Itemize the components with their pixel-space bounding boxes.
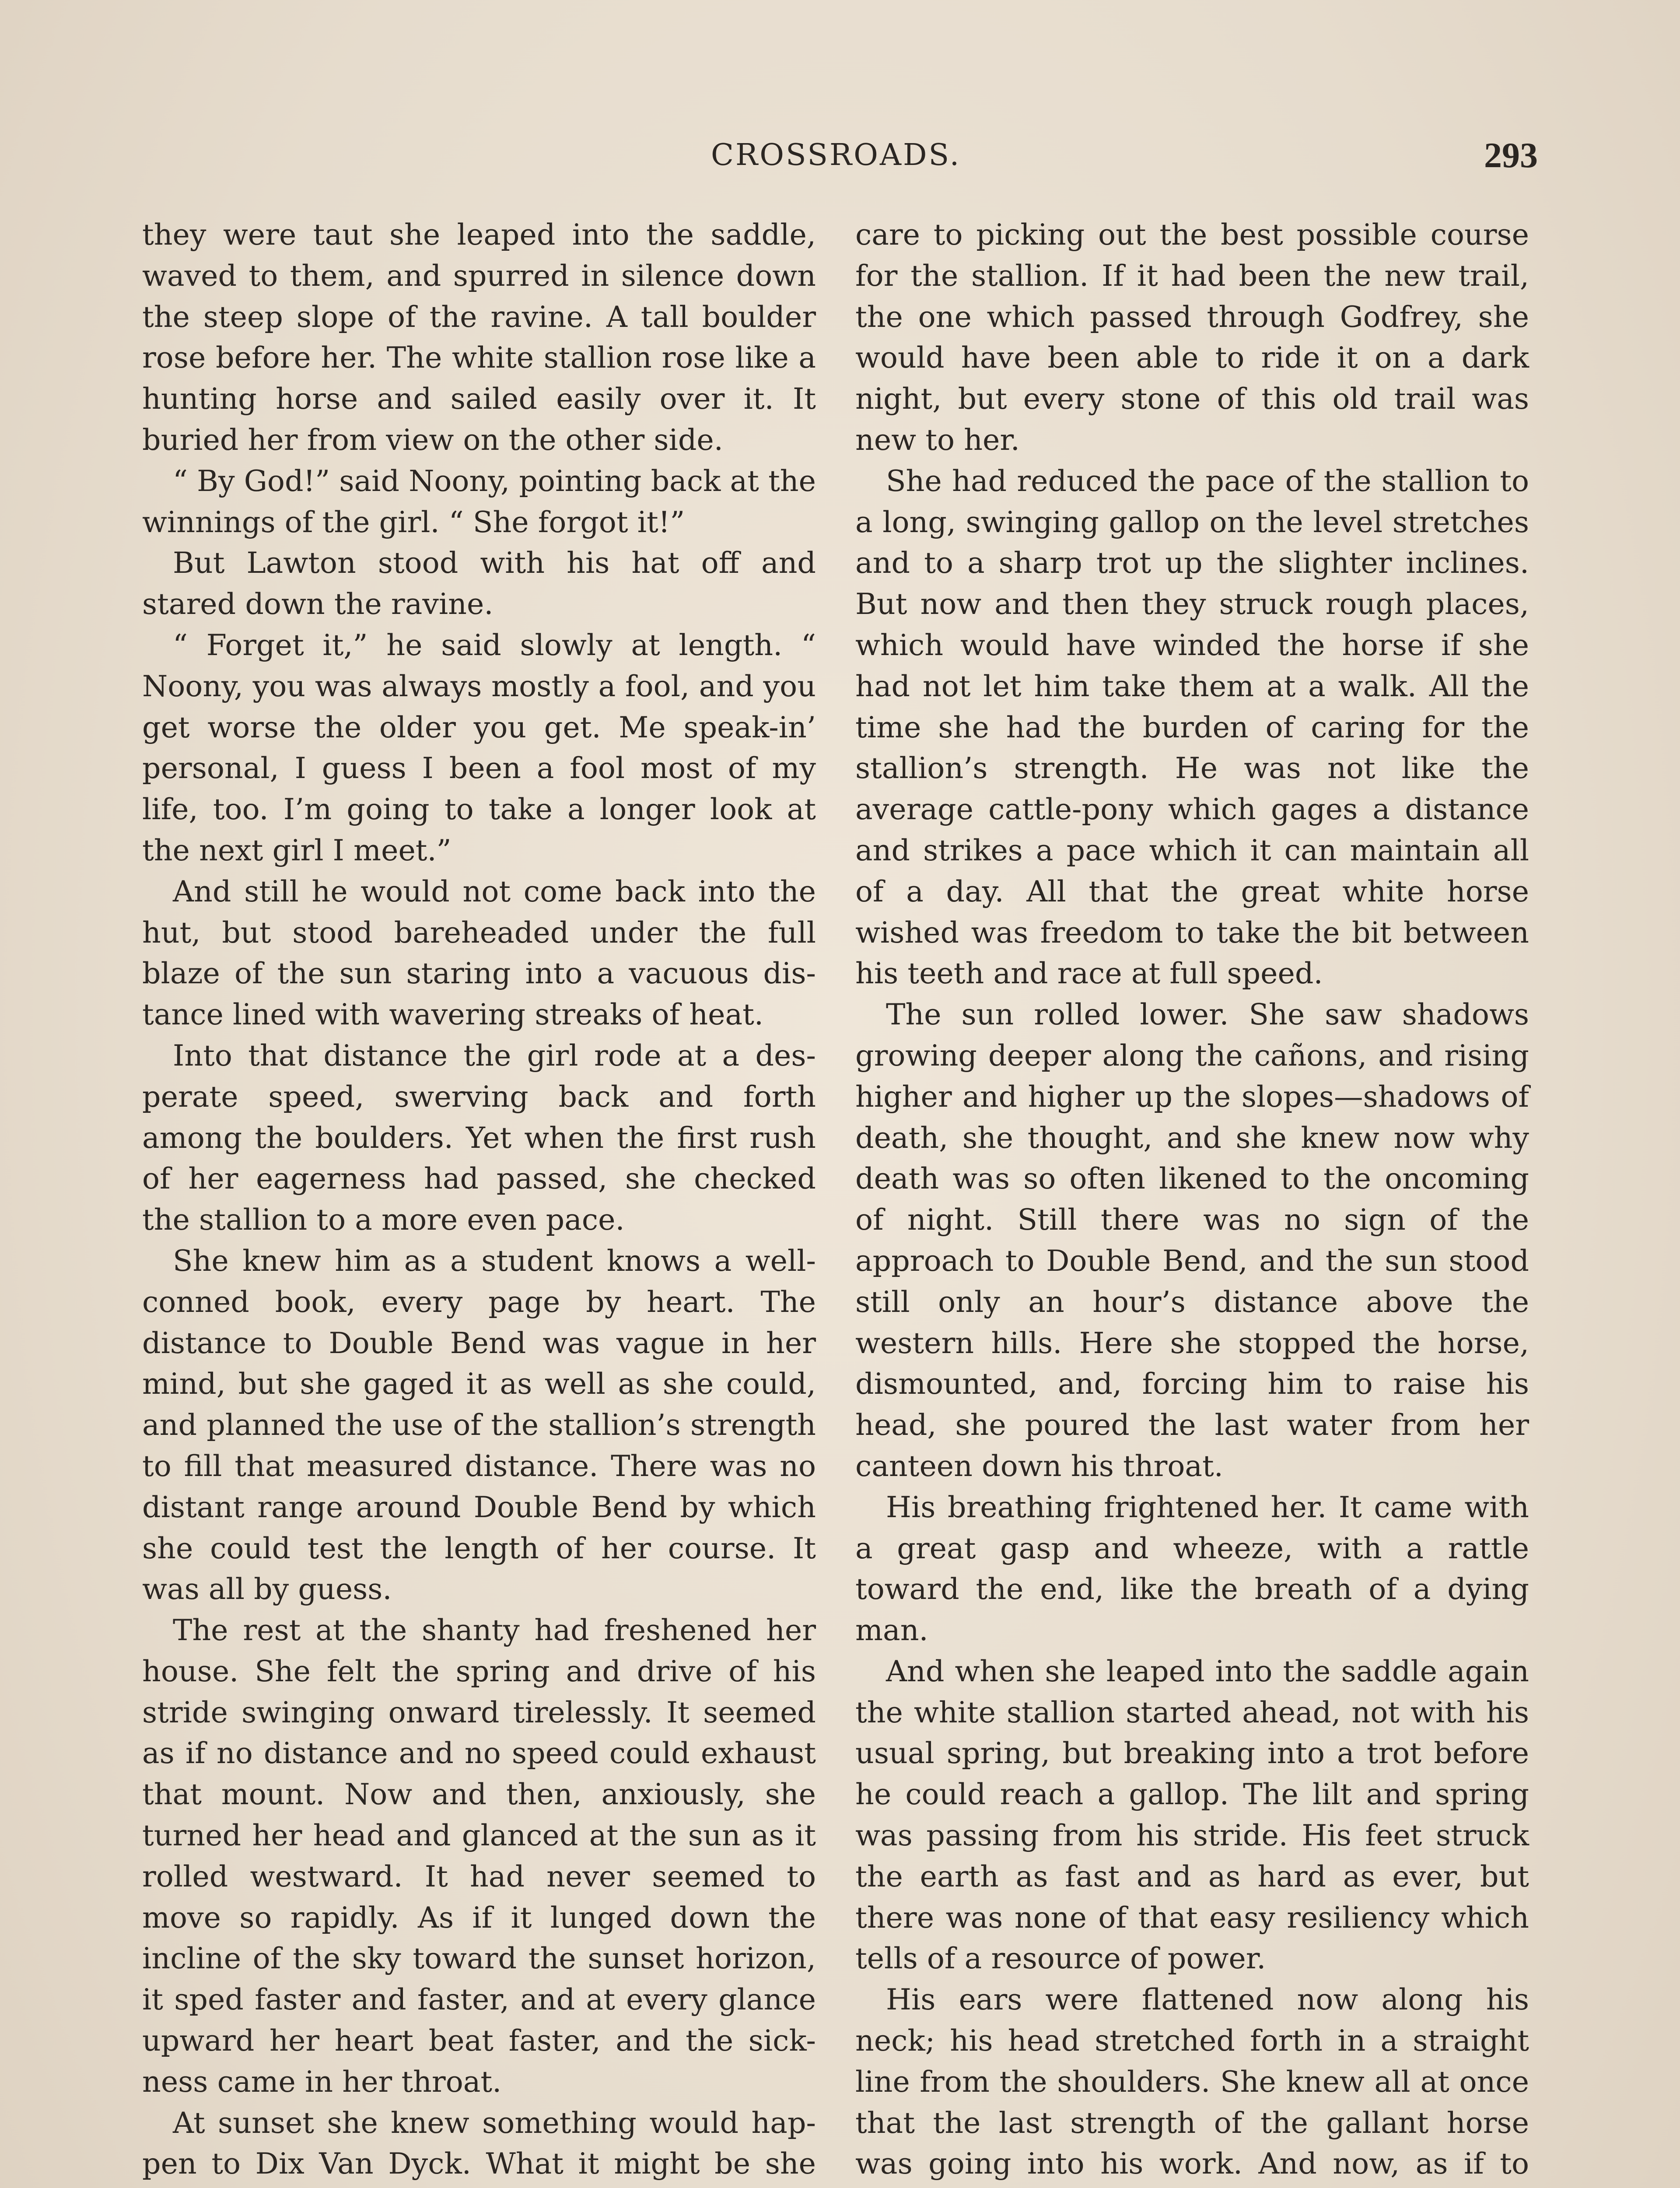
left-column [142,214,816,2188]
paragraph: But Lawton stood with his hat off and stared down the ravine. [142,546,816,621]
paragraph: She had reduced the pace of the stallion to a long, swinging gallop on the level stretches and to a sharp trot up the slighter inclines. But now and then they struck rough places, which would have winded the horse if she had not let him take them at a walk. All the time she had the burden of caring for the stallion’s strength. He was not like the average cattle-pony which gages a distance and strikes a pace which it can maintain all of a day. All that the great white horse wished was freedom to take the bit between his teeth and race at full speed. [855,463,1529,991]
page-number: 293 [1484,135,1538,175]
paragraph: His ears were flattened now along his neck; his head stretched forth in a straight line from the shoulders. She knew all at once that the last strength of the gallant horse was going into his work. And now, as if to [855,1982,1529,2181]
running-head [0,131,1680,179]
paragraph: “ Forget it,” he said slowly at length. “ Noony, you was always mostly a fool, and you get worse the older you get. Me speak-in’ personal, I guess I been a fool most of my life, too. I’m going to take a longer look at the next girl I meet.” [142,628,816,867]
paragraph: they were taut she leaped into the saddle, waved to them, and spurred in silence down the steep slope of the ravine. A tall boulder rose before her. The white stallion rose like a hunting horse and sailed easily over it. It buried her from view on the other side. [142,217,816,457]
paragraph: She knew him as a student knows a well-conned book, every page by heart. The distance to Double Bend was vague in her mind, but she gaged it as well as she could, and planned the use of the stallion’s strength to fill that measured distance. There was no distant range around Double Bend by which she could test the length of her course. It was all by guess. [142,1243,816,1606]
paragraph: And when she leaped into the saddle again the white stallion started ahead, not with his usual spring, but breaking into a trot before he could reach a gallop. The lilt and spring was passing from his stride. His feet struck the earth as fast and as hard as ever, but there was none of that easy resiliency which tells of a resource of power. [855,1654,1529,1976]
paragraph: And still he would not come back into the hut, but stood bareheaded under the full blaze of the sun staring into a vacuous dis-tance lined with wavering streaks of heat. [142,874,816,1032]
paragraph: His breathing frightened her. It came with a great gasp and wheeze, with a rattle toward the end, like the breath of a dying man. [855,1490,1529,1648]
running-title: CROSSROADS. [711,138,961,172]
paragraph: The rest at the shanty had freshened her house. She felt the spring and drive of his stride swinging onward tirelessly. It seemed as if no distance and no speed could exhaust that mount. Now and then, anxiously, she turned her head and glanced at the sun as it rolled westward. It had never seemed to move so rapidly. As if it lunged down the incline of the sky toward the sunset horizon, it sped faster and faster, and at every glance upward her heart beat faster, and the sick-ness came in her throat. [142,1613,816,2099]
paragraph: The sun rolled lower. She saw shadows growing deeper along the cañons, and rising higher and higher up the slopes—shadows of death, she thought, and she knew now why death was so often likened to the oncoming of night. Still there was no sign of the approach to Double Bend, and the sun stood still only an hour’s distance above the western hills. Here she stopped the horse, dismounted, and, forcing him to raise his head, she poured the last water from her canteen down his throat. [855,997,1529,1483]
paragraph: At sunset she knew something would hap-pen to Dix Van Dyck. What it might be she [142,2105,816,2181]
paragraph: “ By God!” said Noony, pointing back at the winnings of the girl. “ She forgot it!” [142,463,816,539]
paragraph: Into that distance the girl rode at a des-perate speed, swerving back and forth among the boulders. Yet when the first rush of her eagerness had passed, she checked the stallion to a more even pace. [142,1038,816,1237]
right-column [855,214,1529,2188]
paragraph: care to picking out the best possible course for the stallion. If it had been the new trail, the one which passed through Godfrey, she would have been able to ride it on a dark night, but every stone of this old trail was new to her. [855,217,1529,457]
